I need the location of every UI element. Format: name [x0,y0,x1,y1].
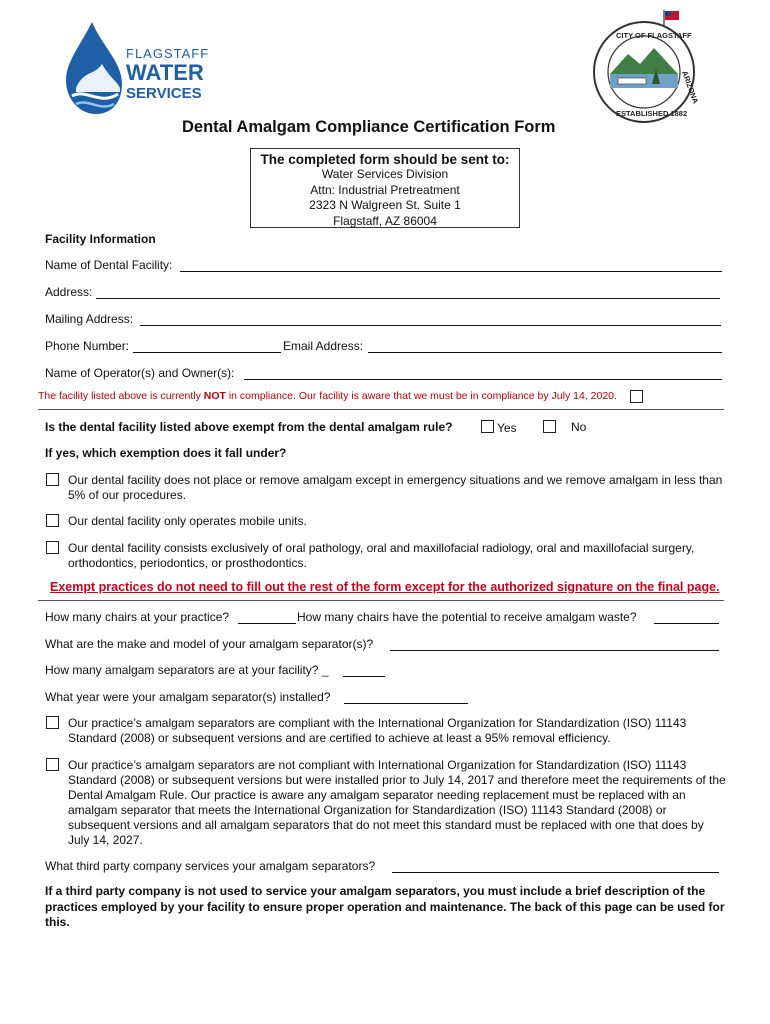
address-field[interactable] [96,298,720,299]
operator-label: Name of Operator(s) and Owner(s): [45,366,235,380]
divider [38,409,724,410]
separator-compliance-option: Our practice’s amalgam separators are not compliant with International Organization for Standardization (ISO) 11143 Standard (2008) or subsequent versions but were installed prior to July 14, 2017 and therefore meet the requirements of the Dental Amalgam Rule. Our practice is aware any amalgam separator needing replacement must be replaced with an amalgam separator that meets the International Organization for Standardization (ISO) 11143 Standard (2008) or subsequent versions and all amalgam separators that do not meet this standard must be replaced with one that does by July 14, 2027. [68,758,726,847]
operator-field[interactable] [244,379,722,380]
send-to-line: 2323 N Walgreen St. Suite 1 [309,198,461,212]
phone-label: Phone Number: [45,339,130,353]
svg-text:WATER: WATER [126,60,204,85]
exemption-heading: If yes, which exemption does it fall under? [45,446,287,460]
compliance-note-pre: The facility listed above is currently [38,390,204,402]
install-year-field[interactable] [344,703,468,704]
svg-text:FLAGSTAFF: FLAGSTAFF [126,46,210,61]
send-to-line: Attn: Industrial Pretreatment [310,182,460,197]
page-title: Dental Amalgam Compliance Certification Form [182,118,556,136]
separator-count-question: How many amalgam separators are at your facility? _ [45,663,329,677]
mailing-address-label: Mailing Address: [45,312,134,326]
city-of-flagstaff-seal [588,8,700,126]
make-model-question: What are the make and model of your amalgam separator(s)? [45,637,374,651]
facility-name-field[interactable] [180,271,722,272]
divider [38,600,724,601]
svg-text:CITY OF FLAGSTAFF: CITY OF FLAGSTAFF [616,31,692,40]
compliance-note [38,390,617,402]
separator-compliance-checkbox[interactable] [46,758,59,771]
exemption-option: Our dental facility consists exclusively of oral pathology, oral and maxillofacial radiology, oral and maxillofacial surgery, orthodontics, periodontics, or prosthodontics. [68,541,695,570]
exemption-checkbox[interactable] [46,473,59,486]
third-party-field[interactable] [392,872,719,873]
facility-heading: Facility Information [45,232,156,246]
address-label: Address: [45,285,93,299]
make-model-field[interactable] [390,650,719,651]
exemption-option: Our dental facility only operates mobile units. [68,514,307,528]
send-to-box [250,148,520,228]
phone-field[interactable] [133,352,281,353]
install-year-question: What year were your amalgam separator(s) installed? [45,690,331,704]
svg-text:ARIZONA: ARIZONA [680,69,700,105]
chairs-field[interactable] [238,623,296,624]
email-label: Email Address: [283,339,364,353]
svg-text:ESTABLISHED 1882: ESTABLISHED 1882 [616,109,688,118]
flagstaff-water-services-logo [62,18,222,118]
seal-icon [588,8,700,126]
exemption-checkbox[interactable] [46,541,59,554]
compliance-checkbox[interactable] [630,390,643,403]
send-to-line: Flagstaff, AZ 86004 [333,213,437,228]
chairs-waste-field[interactable] [654,623,719,624]
email-field[interactable] [368,352,722,353]
exempt-note: Exempt practices do not need to fill out the rest of the form except for the authorized signature on the final page. [50,580,720,594]
separator-compliance-option: Our practice’s amalgam separators are compliant with the International Organization for Standardization (ISO) 11143 Standard (2008) or subsequent versions and are certified to achieve at least a 95% removal efficiency. [68,716,687,745]
chairs-question: How many chairs at your practice? [45,610,230,624]
exemption-option: Our dental facility does not place or remove amalgam except in emergency situations and we remove amalgam in less than 5% of our procedures. [68,473,723,502]
mailing-address-field[interactable] [140,325,721,326]
compliance-note-post: in compliance. Our facility is aware that we must be in compliance by July 14, 2020. [225,390,617,402]
water-drop-icon [62,18,222,118]
separator-compliance-checkbox[interactable] [46,716,59,729]
exempt-no-label: No [571,420,587,434]
facility-name-label: Name of Dental Facility: [45,258,173,272]
exempt-yes-checkbox[interactable] [481,420,494,433]
separator-count-field[interactable] [343,676,385,677]
chairs-waste-question: How many chairs have the potential to receive amalgam waste? [297,610,637,624]
exempt-question-label: Is the dental facility listed above exempt from the dental amalgam rule? [45,420,453,434]
exemption-checkbox[interactable] [46,514,59,527]
final-instructions: If a third party company is not used to service your amalgam separators, you must include a brief description of the practices employed by your facility to ensure proper operation and maintenance. The back of this page can be used for this. [45,884,725,929]
exempt-yes-label: Yes [497,421,517,435]
svg-text:SERVICES: SERVICES [126,85,202,102]
send-to-line: Water Services Division [321,167,449,181]
send-to-heading: The completed form should be sent to: [260,152,510,167]
compliance-note-emphasis: NOT [203,390,226,402]
exempt-no-checkbox[interactable] [543,420,556,433]
third-party-question: What third party company services your amalgam separators? [45,859,376,873]
